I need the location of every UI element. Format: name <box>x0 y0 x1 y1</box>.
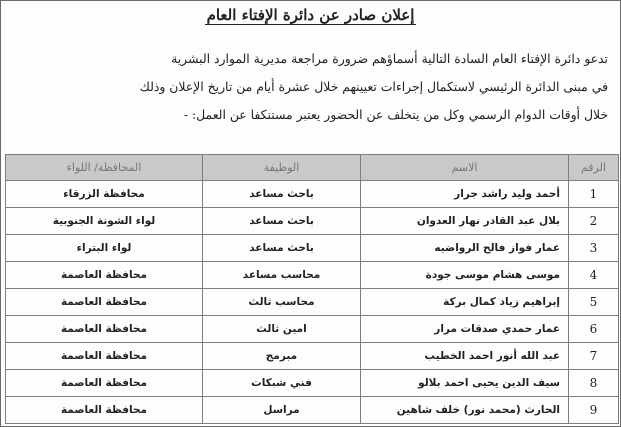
table-row <box>6 289 619 316</box>
row-job: فني شبكات <box>203 370 361 397</box>
body-line: تدعو دائرة الإفتاء العام السادة التالية أسماؤهم ضرورة مراجعة مديرية الموارد البشرية <box>171 51 608 66</box>
row-name: موسى هشام موسى جودة <box>361 262 569 289</box>
row-job: امين ثالث <box>203 316 361 343</box>
header-governorate: المحافظة/ اللواء <box>6 155 203 181</box>
table-row <box>6 262 619 289</box>
body-line: خلال أوقات الدوام الرسمي وكل من يتخلف عن الحضور يعتبر مستنكفا عن العمل: - <box>183 107 608 122</box>
row-job: باحث مساعد <box>203 181 361 208</box>
row-name: سيف الدين يحيى احمد بلالو <box>361 370 569 397</box>
row-job: محاسب مساعد <box>203 262 361 289</box>
announcement-body <box>8 45 608 129</box>
row-job: مراسل <box>203 397 361 424</box>
table-row <box>6 208 619 235</box>
row-number: 5 <box>569 289 619 316</box>
row-name: عمار حمدي صدقات مرار <box>361 316 569 343</box>
row-number: 7 <box>569 343 619 370</box>
header-name: الاسم <box>361 155 569 181</box>
row-number: 4 <box>569 262 619 289</box>
table-row <box>6 181 619 208</box>
table-row <box>6 397 619 424</box>
body-line: في مبنى الدائرة الرئيسي لاستكمال إجراءات تعيينهم خلال عشرة أيام من تاريخ الإعلان وذلك <box>139 79 608 94</box>
row-job: باحث مساعد <box>203 208 361 235</box>
row-number: 3 <box>569 235 619 262</box>
row-number: 8 <box>569 370 619 397</box>
row-number: 6 <box>569 316 619 343</box>
row-governorate: محافظة العاصمة <box>6 343 203 370</box>
row-number: 9 <box>569 397 619 424</box>
row-job: مبرمج <box>203 343 361 370</box>
header-job: الوظيفة <box>203 155 361 181</box>
row-governorate: محافظة العاصمة <box>6 262 203 289</box>
row-governorate: محافظة العاصمة <box>6 289 203 316</box>
row-name: الحارث (محمد نور) خلف شاهين <box>361 397 569 424</box>
row-number: 2 <box>569 208 619 235</box>
row-name: عبد الله أنور احمد الخطيب <box>361 343 569 370</box>
row-job: باحث مساعد <box>203 235 361 262</box>
row-governorate: محافظة الزرقاء <box>6 181 203 208</box>
header-number: الرقم <box>569 155 619 181</box>
row-name: عمار فواز فالح الرواضيه <box>361 235 569 262</box>
announcement-title: إعلان صادر عن دائرة الإفتاء العام <box>206 6 415 24</box>
table-row <box>6 316 619 343</box>
row-name: بلال عبد القادر نهار العدوان <box>361 208 569 235</box>
row-name: إبراهيم زياد كمال بركة <box>361 289 569 316</box>
row-name: أحمد وليد راشد جرار <box>361 181 569 208</box>
table-row <box>6 370 619 397</box>
row-job: محاسب ثالث <box>203 289 361 316</box>
table-row <box>6 343 619 370</box>
appointees-table <box>5 154 619 424</box>
row-governorate: لواء الشونة الجنوبية <box>6 208 203 235</box>
table-header-row <box>6 155 619 181</box>
row-governorate: محافظة العاصمة <box>6 316 203 343</box>
row-governorate: لواء البتراء <box>6 235 203 262</box>
table-row <box>6 235 619 262</box>
row-governorate: محافظة العاصمة <box>6 397 203 424</box>
row-governorate: محافظة العاصمة <box>6 370 203 397</box>
row-number: 1 <box>569 181 619 208</box>
